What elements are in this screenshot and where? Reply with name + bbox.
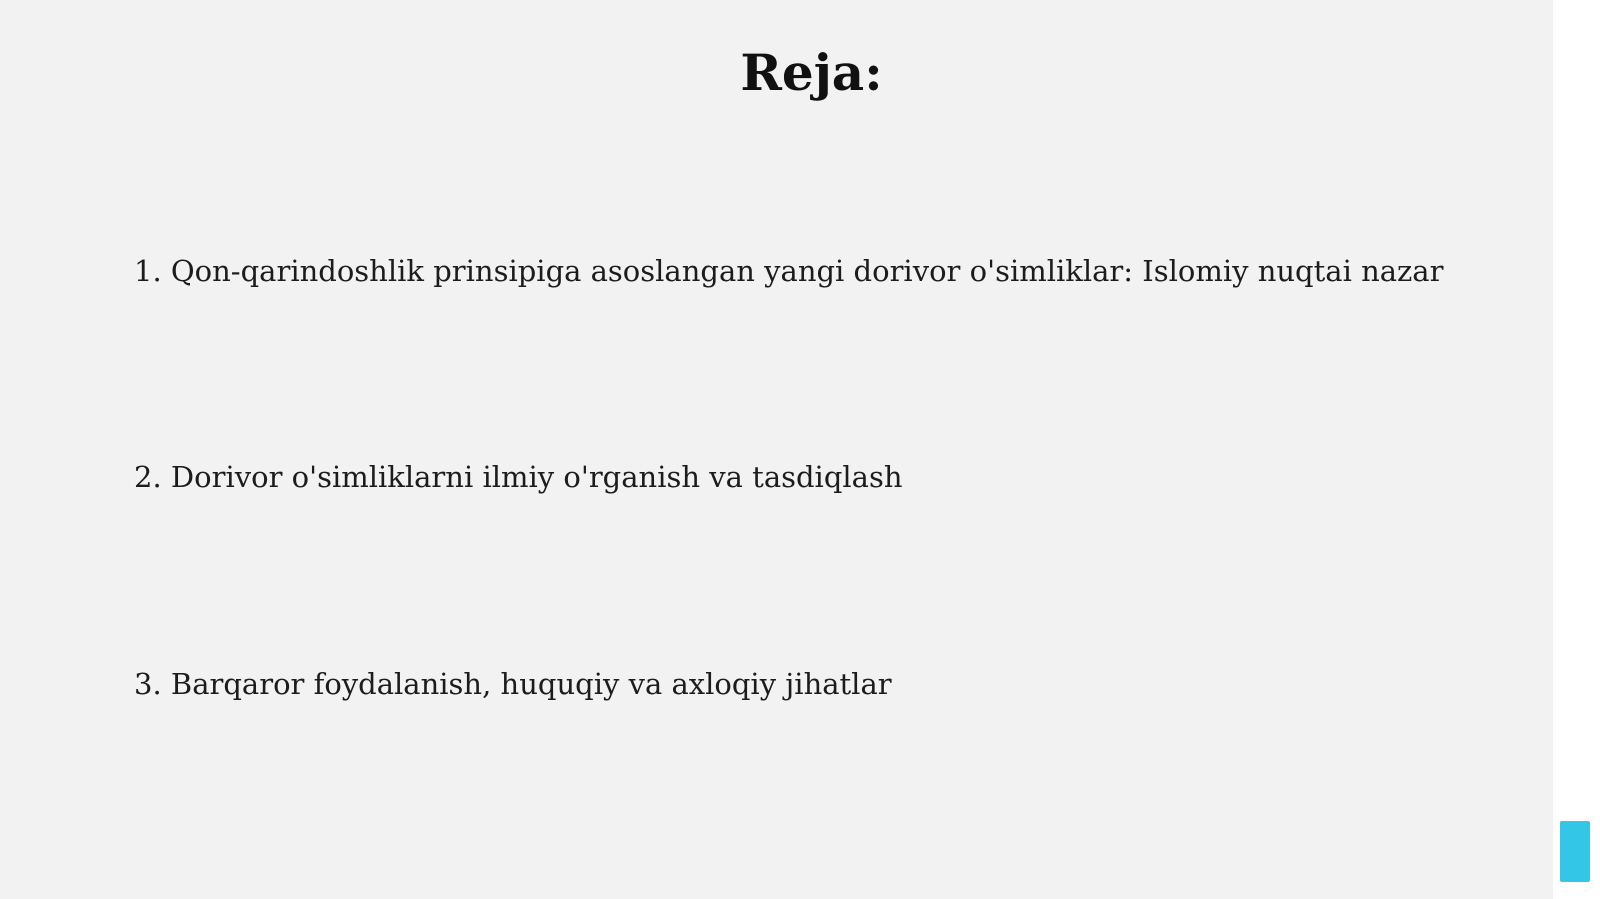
slide-title: Reja: xyxy=(740,43,883,102)
scroll-track[interactable] xyxy=(1553,0,1600,899)
plan-item-1: 1. Qon-qarindoshlik prinsipiga asoslangan yangi dorivor o'simliklar: Islomiy nuqtai nazar xyxy=(134,254,1444,288)
plan-item-3: 3. Barqaror foydalanish, huquqiy va axloqiy jihatlar xyxy=(134,667,892,701)
scrollbar-thumb[interactable] xyxy=(1560,821,1590,882)
plan-item-2: 2. Dorivor o'simliklarni ilmiy o'rganish va tasdiqlash xyxy=(134,460,903,494)
